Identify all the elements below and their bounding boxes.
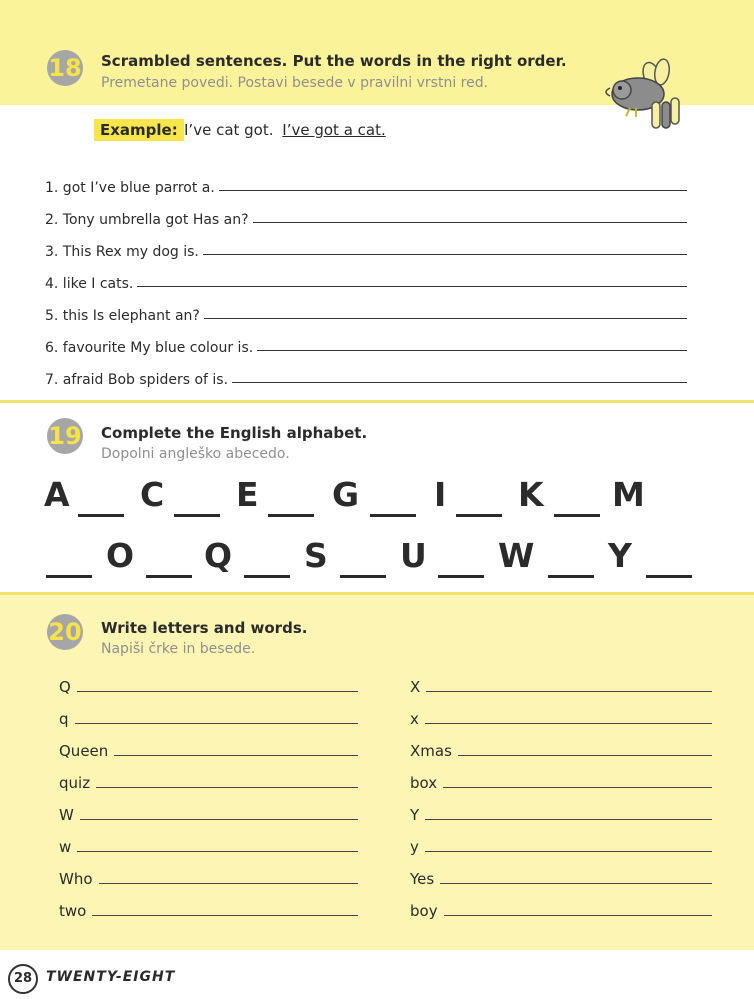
writing-model: Xmas (410, 742, 452, 760)
writing-model: W (59, 806, 74, 824)
exercise-number-badge: 20 (47, 614, 83, 650)
letter-blank[interactable] (244, 575, 290, 578)
alphabet-row-2 (44, 536, 694, 586)
exercise-subtitle: Napiši črke in besede. (101, 641, 256, 657)
answer-line[interactable] (204, 318, 687, 319)
alphabet-letter: O (106, 536, 135, 575)
exercise-title: Complete the English alphabet. (101, 424, 368, 442)
letter-blank[interactable] (268, 514, 314, 517)
scrambled-sentence: 7. afraid Bob spiders of is. (45, 372, 229, 388)
writing-row (59, 898, 358, 920)
page-number-word: TWENTY-EIGHT (46, 969, 176, 985)
example-answer: I’ve got a cat. (282, 121, 386, 139)
letter-blank[interactable] (174, 514, 220, 517)
alphabet-letter: Y (608, 536, 632, 575)
alphabet-letter: I (434, 475, 447, 514)
letter-blank[interactable] (646, 575, 692, 578)
writing-line[interactable] (458, 755, 712, 756)
writing-row (59, 706, 358, 728)
alphabet-letter: S (304, 536, 328, 575)
alphabet-letter: E (236, 475, 259, 514)
writing-model: two (59, 902, 87, 920)
letter-blank[interactable] (548, 575, 594, 578)
sentence-row (45, 204, 687, 228)
writing-model: Queen (59, 742, 109, 760)
writing-model: Y (410, 806, 420, 824)
letter-blank[interactable] (78, 514, 124, 517)
answer-line[interactable] (219, 190, 687, 191)
writing-model: X (410, 678, 421, 696)
writing-row (410, 770, 712, 792)
exercise-number-badge: 18 (47, 50, 83, 86)
writing-model: w (59, 838, 72, 856)
scrambled-sentence: 4. like I cats. (45, 276, 134, 292)
writing-row (59, 834, 358, 856)
writing-line[interactable] (440, 883, 712, 884)
writing-row (410, 834, 712, 856)
writing-model: boy (410, 902, 438, 920)
exercise-subtitle: Dopolni angleško abecedo. (101, 446, 290, 462)
writing-line[interactable] (77, 691, 358, 692)
sentence-row (45, 236, 687, 260)
writing-row (410, 802, 712, 824)
scrambled-sentence: 5. this Is elephant an? (45, 308, 200, 324)
writing-line[interactable] (425, 851, 712, 852)
alphabet-letter: M (612, 475, 645, 514)
alphabet-letter: G (332, 475, 360, 514)
page-number: 28 (8, 964, 38, 994)
example-label: Example: (94, 119, 184, 141)
writing-row (410, 738, 712, 760)
writing-model: quiz (59, 774, 91, 792)
answer-line[interactable] (257, 350, 687, 351)
letter-blank[interactable] (146, 575, 192, 578)
writing-row (410, 898, 712, 920)
writing-line[interactable] (77, 851, 358, 852)
writing-row (59, 802, 358, 824)
writing-row (59, 738, 358, 760)
scrambled-sentence: 3. This Rex my dog is. (45, 244, 199, 260)
writing-line[interactable] (114, 755, 358, 756)
parrot-illustration-icon (600, 52, 686, 138)
answer-line[interactable] (203, 254, 687, 255)
exercise-title: Write letters and words. (101, 619, 308, 637)
writing-line[interactable] (443, 787, 712, 788)
writing-model: Yes (410, 870, 435, 888)
writing-line[interactable] (92, 915, 358, 916)
letter-blank[interactable] (456, 514, 502, 517)
writing-model: Q (59, 678, 71, 696)
letter-blank[interactable] (46, 575, 92, 578)
answer-line[interactable] (232, 382, 687, 383)
answer-line[interactable] (253, 222, 687, 223)
example-prompt: I’ve cat got. (184, 121, 274, 139)
writing-model: y (410, 838, 419, 856)
sentence-row (45, 268, 687, 292)
writing-line[interactable] (75, 723, 358, 724)
exercise-subtitle: Premetane povedi. Postavi besede v pravilni vrstni red. (101, 75, 489, 91)
writing-row (410, 866, 712, 888)
writing-line[interactable] (99, 883, 358, 884)
writing-line[interactable] (80, 819, 358, 820)
alphabet-letter: K (518, 475, 544, 514)
scrambled-sentence: 2. Tony umbrella got Has an? (45, 212, 249, 228)
letter-blank[interactable] (370, 514, 416, 517)
sentence-row (45, 172, 687, 196)
exercise-number-badge: 19 (47, 418, 83, 454)
alphabet-letter: C (140, 475, 165, 514)
alphabet-letter: A (44, 475, 70, 514)
writing-model: Who (59, 870, 93, 888)
answer-line[interactable] (137, 286, 687, 287)
sentence-row (45, 332, 687, 356)
sentence-row (45, 364, 687, 388)
writing-row (410, 674, 712, 696)
scrambled-sentence: 6. favourite My blue colour is. (45, 340, 254, 356)
writing-line[interactable] (444, 915, 712, 916)
writing-line[interactable] (426, 691, 712, 692)
alphabet-letter: U (400, 536, 427, 575)
exercise-title: Scrambled sentences. Put the words in the right order. (101, 52, 567, 70)
letter-blank[interactable] (438, 575, 484, 578)
writing-model: box (410, 774, 438, 792)
writing-row (410, 706, 712, 728)
letter-blank[interactable] (340, 575, 386, 578)
writing-row (59, 674, 358, 696)
writing-line[interactable] (425, 723, 712, 724)
writing-line[interactable] (96, 787, 358, 788)
writing-model: q (59, 710, 69, 728)
example-sentence (184, 121, 386, 139)
writing-row (59, 770, 358, 792)
alphabet-row-1 (44, 475, 694, 525)
alphabet-letter: Q (204, 536, 233, 575)
letter-blank[interactable] (554, 514, 600, 517)
alphabet-letter: W (498, 536, 535, 575)
writing-model: x (410, 710, 419, 728)
sentence-row (45, 300, 687, 324)
scrambled-sentence: 1. got I’ve blue parrot a. (45, 180, 215, 196)
writing-line[interactable] (425, 819, 712, 820)
writing-row (59, 866, 358, 888)
